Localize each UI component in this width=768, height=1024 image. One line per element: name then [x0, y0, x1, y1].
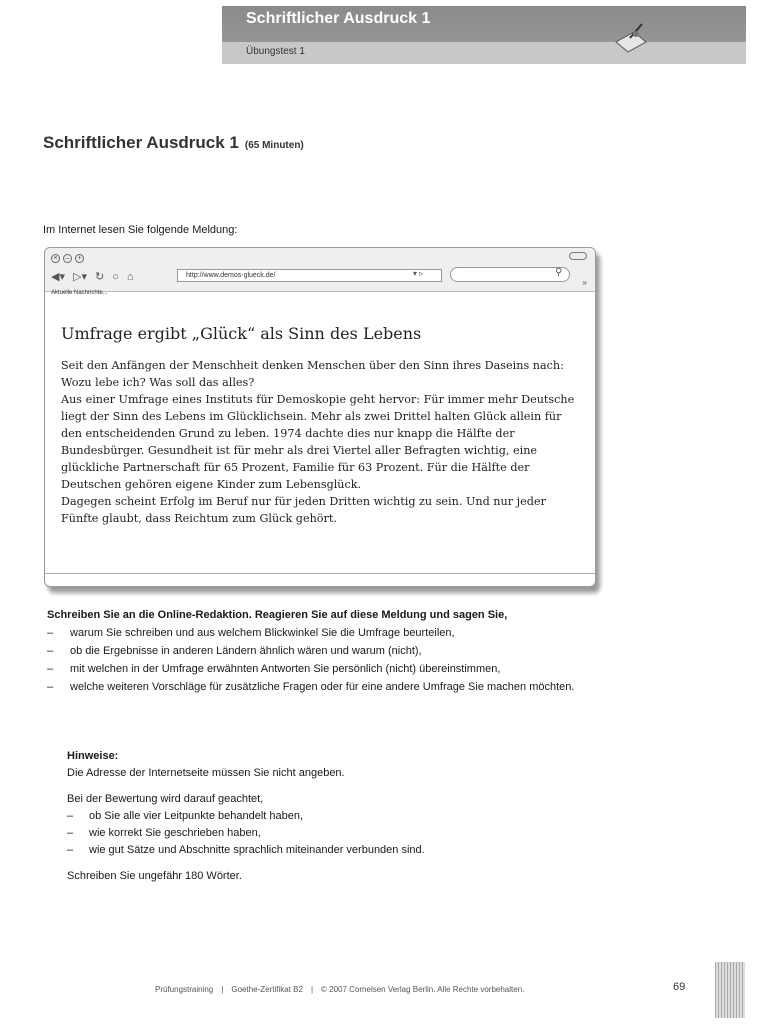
header-band [222, 6, 746, 64]
maximize-window-button[interactable]: + [75, 254, 84, 263]
article-paragraph: Dagegen scheint Erfolg im Beruf nur für jeden Dritten wichtig zu sein. Und nur jeder Fünfte glaubt, dass Reichtum zum Glück gehört. [61, 495, 546, 525]
close-window-button[interactable]: × [51, 254, 60, 263]
forward-button-icon[interactable]: ▷▾ [72, 271, 87, 283]
criteria-intro: Bei der Bewertung wird darauf geachtet, [67, 793, 264, 805]
footer-part: Prüfungstraining [155, 985, 214, 994]
window-controls [51, 254, 84, 263]
bookmark-bar [45, 292, 595, 302]
minimize-window-button[interactable]: – [63, 254, 72, 263]
back-button-icon[interactable]: ◀▾ [51, 271, 65, 283]
task-list [47, 624, 577, 696]
word-count-hint: Schreiben Sie ungefähr 180 Wörter. [67, 870, 242, 882]
duration-label: (65 Minuten) [244, 140, 304, 151]
list-item: – mit welchen in der Umfrage erwähnten Antworten Sie persönlich (nicht) übereinstimmen, [47, 663, 501, 675]
status-bar-divider [45, 573, 595, 574]
browser-toolbar [45, 248, 595, 292]
header-subtitle: Übungstest 1 [246, 46, 305, 57]
search-input[interactable] [450, 267, 570, 282]
header-title: Schriftlicher Ausdruck 1 [246, 10, 431, 27]
list-item: – ob Sie alle vier Leitpunkte behandelt haben, [67, 810, 304, 822]
url-input[interactable]: http://www.demos-glueck.de/ [177, 269, 442, 282]
footer: Prüfungstraining | Goethe-Zertifikat B2 | © 2007 Cornelsen Verlag Berlin. Alle Rechte vorbehalten. [155, 985, 525, 994]
list-item: – warum Sie schreiben und aus welchem Blickwinkel Sie die Umfrage beurteilen, [47, 627, 455, 639]
list-item: – wie gut Sätze und Abschnitte sprachlich miteinander verbunden sind. [67, 844, 425, 856]
header-strip [222, 42, 746, 64]
writing-hand-icon [612, 20, 650, 58]
article [45, 302, 595, 527]
list-item: – welche weiteren Vorschläge für zusätzliche Fragen oder für eine andere Umfrage Sie machen möchten. [47, 681, 575, 693]
nav-buttons [51, 270, 134, 283]
browser-window [44, 247, 596, 587]
decorative-strip [715, 962, 745, 1018]
page-title-text: Schriftlicher Ausdruck 1 [43, 133, 239, 152]
footer-copyright: © 2007 Cornelsen Verlag Berlin. Alle Rechte vorbehalten. [321, 985, 525, 994]
search-icon[interactable]: ⚲ [555, 267, 563, 278]
article-paragraph: Aus einer Umfrage eines Instituts für Demoskopie geht hervor: Für immer mehr Deutsche liegt der Sinn des Lebens im Glücklichsein. Mehr als zwei Drittel halten Glück allein für den entscheidenden Grund zu leben. 1974 dachte dies nur knapp die Hälfte der Bundesbürger. Gesundheit ist für mehr als drei Viertel aller Befragten wichtig, eine glückliche Partnerschaft für 65 Prozent, Familie für 63 Prozent. Für die Hälfte der Deutschen gehören eigene Kinder zum Lebensglück. [61, 393, 575, 491]
page-number: 69 [673, 981, 686, 993]
hints-heading: Hinweise: [67, 750, 119, 762]
list-item: – wie korrekt Sie geschrieben haben, [67, 827, 261, 839]
toolbar-toggle-button[interactable] [569, 252, 587, 260]
list-item: – ob die Ergebnisse in anderen Ländern ähnlich wären und warum (nicht), [47, 645, 422, 657]
intro-text: Im Internet lesen Sie folgende Meldung: [43, 224, 238, 236]
hints-section [67, 748, 587, 885]
stop-icon[interactable]: ○ [112, 270, 119, 283]
url-dropdown-icon[interactable]: ▾ ▹ [413, 269, 424, 278]
task-section [47, 606, 577, 696]
footer-part: Goethe-Zertifikat B2 [231, 985, 303, 994]
chevron-right-icon[interactable]: » [582, 278, 587, 287]
criteria-list [67, 808, 587, 859]
hints-address: Die Adresse der Internetseite müssen Sie nicht angeben. [67, 767, 345, 779]
page-title [43, 133, 304, 153]
bookmark-item[interactable]: Aktuelle Nachrichte... [51, 290, 108, 296]
article-paragraph: Seit den Anfängen der Menschheit denken Menschen über den Sinn ihres Daseins nach: Wozu lebe ich? Was soll das alles? [61, 359, 564, 389]
article-body [61, 357, 579, 527]
task-heading: Schreiben Sie an die Online-Redaktion. Reagieren Sie auf diese Meldung und sagen Sie, [47, 609, 508, 621]
reload-icon[interactable]: ↻ [94, 271, 105, 283]
home-icon[interactable]: ⌂ [126, 270, 134, 283]
article-title: Umfrage ergibt „Glück“ als Sinn des Lebens [61, 324, 422, 343]
